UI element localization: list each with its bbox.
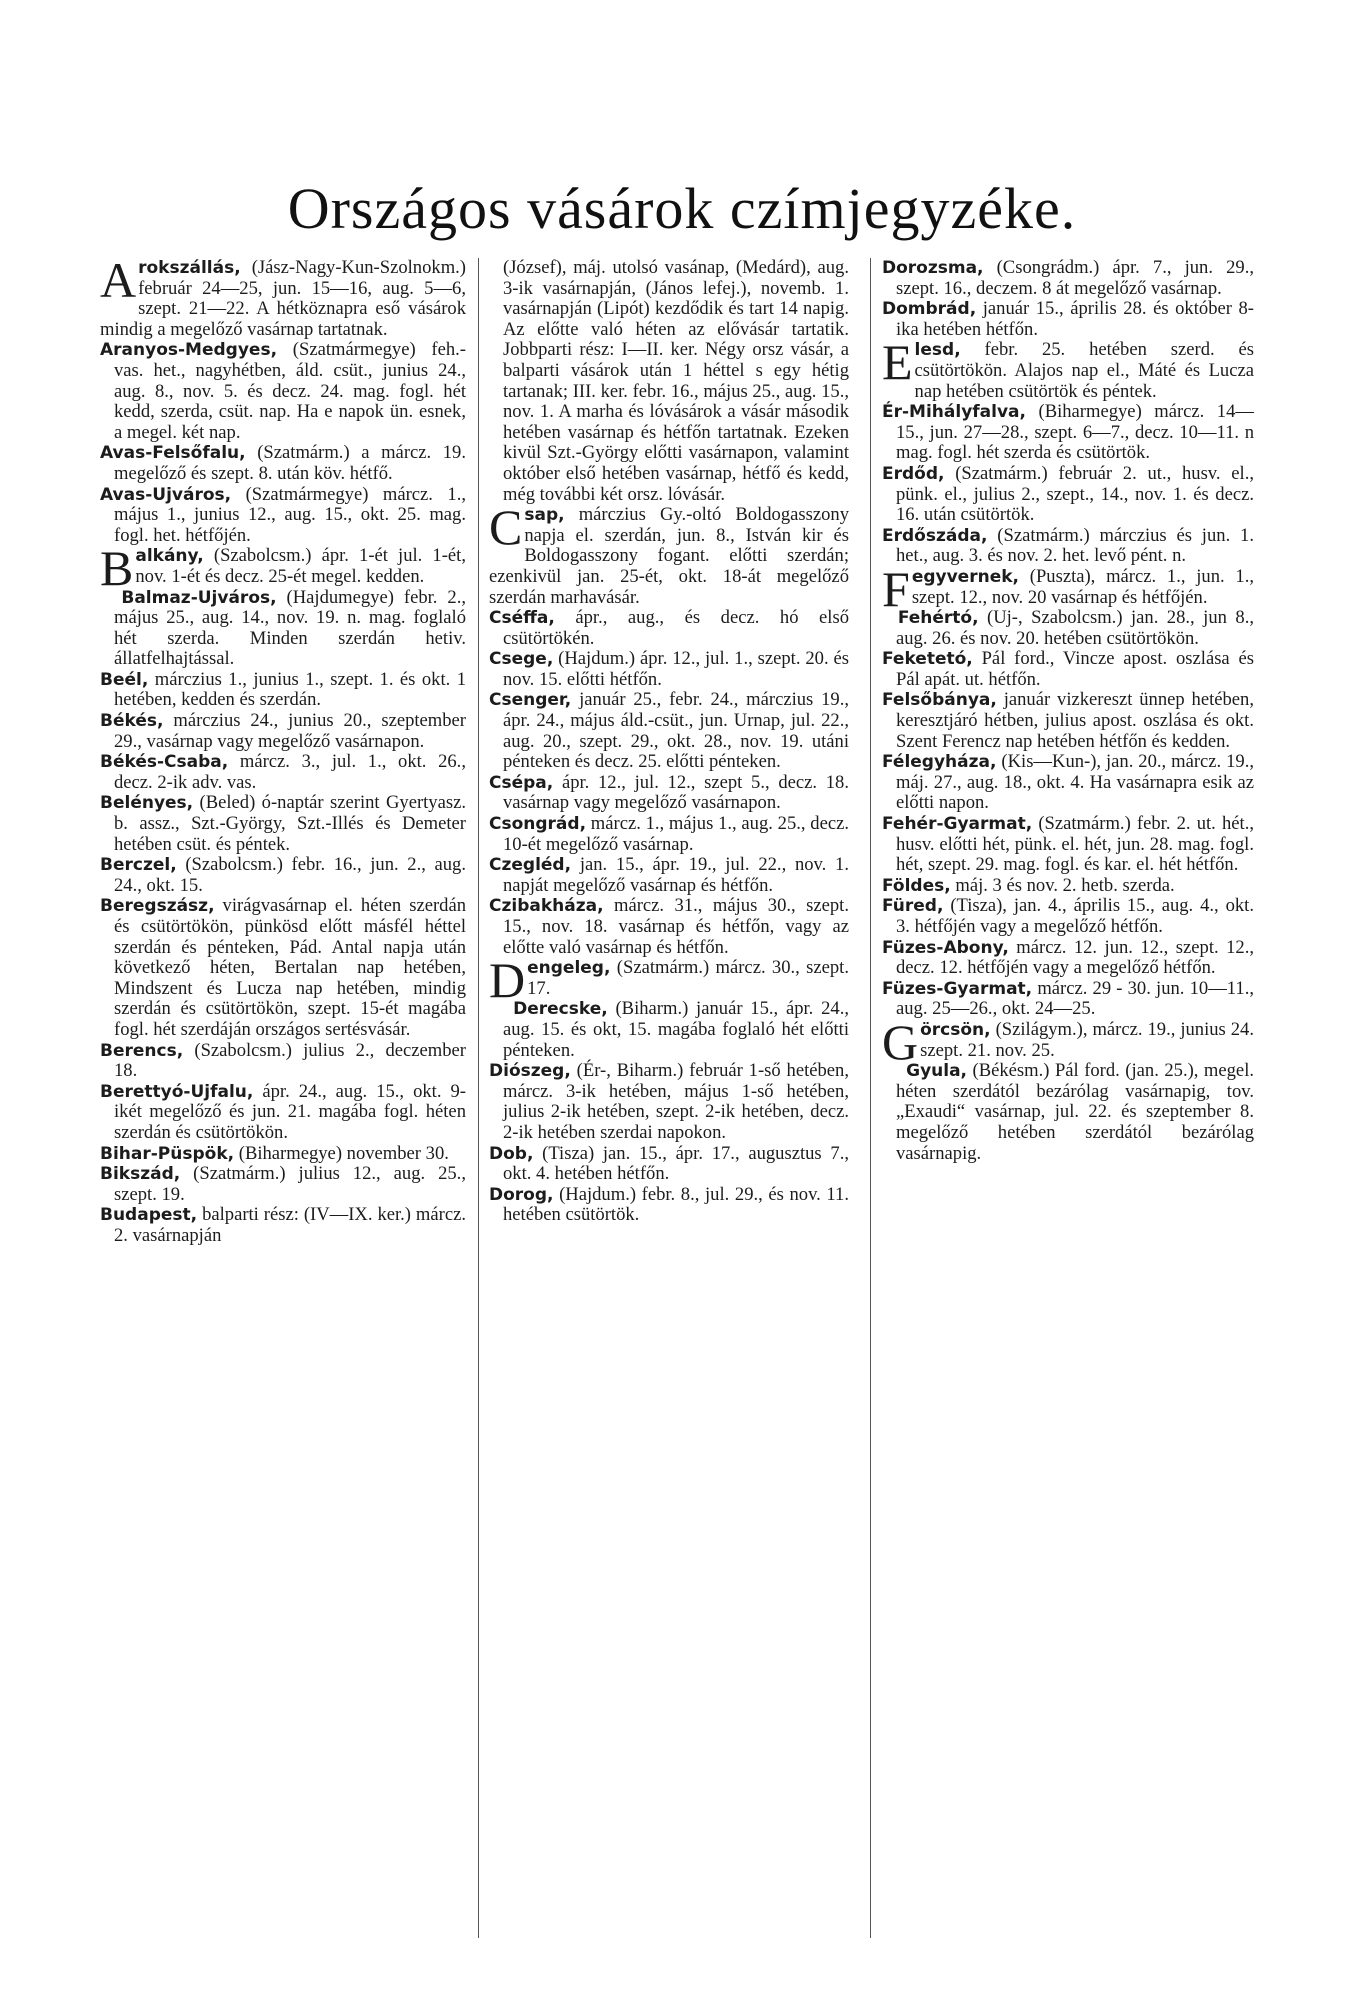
- market-entry: [489, 499, 849, 608]
- entry-heading: Cséffa,: [489, 608, 555, 629]
- entry-text: (Csongrádm.) ápr. 7., jun. 29., szept. 16., deczem. 8 át megelőző vasárnap.: [896, 257, 1254, 299]
- entry-heading: Füzes-Abony,: [882, 937, 1009, 958]
- entry-text: márcz. 12. jun. 12., szept. 12., decz. 12. hétfőjén vagy a megelőző hétfőn.: [896, 936, 1254, 979]
- market-entry: [100, 793, 466, 855]
- entry-text: (Szatmárm.) a márcz. 19. megelőző és szept. 8. után köv. hétfő.: [114, 442, 466, 484]
- entry-text: (Szatmárm.) márcz. 30., szept. 17.: [527, 957, 849, 999]
- entry-heading-rest: engeleg,: [527, 958, 611, 979]
- entry-heading-rest: lesd,: [914, 340, 961, 361]
- entry-heading: Füred,: [882, 896, 944, 917]
- column-2: [489, 258, 849, 1226]
- entry-text: (Biharmegye) márcz. 14—15., jun. 27—28., szept. 6—7., decz. 10—11. n mag. fogl. hét szerda és csütörtök.: [896, 401, 1254, 464]
- drop-cap-initial: D: [489, 952, 526, 1009]
- market-entry: [489, 952, 849, 1009]
- entry-text: márcz. 3., jul. 1., okt. 26., decz. 2-ik adv. vas.: [114, 751, 466, 793]
- market-entry: [100, 711, 466, 752]
- entry-heading: Belényes,: [100, 793, 194, 814]
- market-entry: [882, 649, 1254, 690]
- entry-heading: Erdőszáda,: [882, 525, 988, 546]
- drop-cap-initial: B: [100, 540, 134, 597]
- column-1: [100, 252, 466, 1247]
- market-entry: [489, 258, 849, 505]
- entry-heading: Diószeg,: [489, 1061, 571, 1082]
- entry-text: január vizkereszt ünnep hetében, keresztjáró hétben, julius apost. oszlása és okt. Szent Ferencz nap hetében hétfőn és kedden.: [896, 689, 1254, 752]
- entry-heading: Felsőbánya,: [882, 690, 997, 711]
- entry-heading-rest: egyvernek,: [911, 566, 1019, 587]
- market-entry: [489, 855, 849, 896]
- entry-text: (Hajdum.) ápr. 12., jul. 1., szept. 20. és nov. 15. előtti hétfőn.: [503, 648, 849, 690]
- market-entry: [100, 540, 466, 597]
- market-entry: [882, 814, 1254, 876]
- market-entry: [882, 1013, 1254, 1070]
- market-entry: [100, 588, 466, 670]
- entry-text: (Szatmárm.) febr. 2. ut. hét., husv. előtti hét, pünk. el. hét, jun. 28. mag. fogl. hét, szept. 29. mag. fogl. és kar. el. hét hétfőn.: [896, 813, 1254, 876]
- market-entry: [100, 443, 466, 484]
- entry-heading-rest: rokszállás,: [138, 258, 241, 278]
- entry-text: (Szabolcsm.) febr. 16., jun. 2., aug. 24., okt. 15.: [114, 854, 466, 896]
- entry-heading: Avas-Felsőfalu,: [100, 443, 246, 464]
- drop-cap-initial: G: [882, 1013, 919, 1070]
- entry-text: (Szabolcsm.) ápr. 1-ét jul. 1-ét, nov. 1-ét és decz. 25-ét megel. kedden.: [135, 545, 466, 587]
- entry-text: virágvasárnap el. héten szerdán és csütörtökön, pünkösd előtt másfél héttel szerdán és pénteken, Pád. Antal napja után következő héten, Bertalan nap hetében, Mindszent és Lucza nap hetében, mindig szerdán és csütörtökön, szept. 15-ét magába fogl. hét szerdáján országos sertésvásár.: [114, 895, 466, 1040]
- entry-heading: Berczel,: [100, 855, 177, 876]
- entry-heading: Dorozsma,: [882, 258, 984, 278]
- entry-text: márczius 1., junius 1., szept. 1. és okt. 1 hetében, kedden és szerdán.: [114, 668, 466, 711]
- entry-heading: Balmaz-Ujváros,: [121, 587, 277, 608]
- entry-heading: Csépa,: [489, 772, 554, 793]
- market-entry: [100, 1144, 466, 1165]
- market-entry: [882, 560, 1254, 617]
- market-entry: [489, 999, 849, 1061]
- market-entry: [489, 1185, 849, 1226]
- entry-heading: Fehér-Gyarmat,: [882, 814, 1033, 835]
- market-entry: [882, 258, 1254, 299]
- entry-heading: Békés,: [100, 711, 164, 732]
- entry-heading: Földes,: [882, 875, 951, 896]
- entry-text: (Szatmármegye) feh.-vas. het., nagyhétben, áld. csüt., junius 24., aug. 8., nov. 5. és decz. 24. mag. fogl. hét kedd, szerda, csüt. nap. Ha e napok ün. esnek, a megel. két nap.: [114, 339, 466, 443]
- entry-text: máj. 3 és nov. 2. hetb. szerda.: [955, 874, 1175, 896]
- entry-text: márczius 24., junius 20., szeptember 29., vasárnap vagy megelőző vasárnapon.: [114, 710, 466, 752]
- market-entry: [489, 773, 849, 814]
- entry-heading: Csenger,: [489, 690, 572, 711]
- entry-heading: Avas-Ujváros,: [100, 484, 232, 505]
- entry-heading: Bihar-Püspök,: [100, 1143, 235, 1164]
- entry-text: (Szatmármegye) márcz. 1., május 1., junius 12., aug. 15., okt. 25. mag. fogl. het. hétfőjén.: [114, 483, 466, 546]
- entry-text: (Kis—Kun-), jan. 20., márcz. 19., máj. 27., aug. 18., okt. 4. Ha vasárnapra esik az előtti napon.: [896, 751, 1254, 814]
- entry-text: (Beled) ó-naptár szerint Gyertyasz. b. assz., Szt.-György, Szt.-Illés és Demeter hetében csüt. és péntek.: [114, 792, 466, 855]
- entry-heading: Derecske,: [513, 999, 608, 1020]
- entry-heading: Budapest,: [100, 1205, 198, 1226]
- entry-text: (Szabolcsm.) julius 2., deczember 18.: [114, 1039, 466, 1082]
- market-entry: [882, 402, 1254, 464]
- entry-text: (Hajdumegye) febr. 2., május 25., aug. 14., nov. 19. n. mag. foglaló hét szerda. Minden szerdán hetiv. állatfelhajtással.: [114, 586, 466, 670]
- entry-heading: Gyula,: [906, 1061, 968, 1082]
- market-entry: [489, 608, 849, 649]
- entry-text: ápr., aug., és decz. hó első csütörtökén.: [503, 607, 849, 649]
- entry-text: január 15., április 28. és október 8-ika hetében hétfőn.: [896, 298, 1254, 340]
- market-entry: [100, 1082, 466, 1144]
- entry-text: (Ér-, Biharm.) február 1-ső hetében, márcz. 3-ik hetében, május 1-ső hetében, julius 2-ik hetében, szept. 2-ik hetében, decz. 2-ik hetében szerdai napokon.: [503, 1060, 849, 1143]
- entry-heading: Berencs,: [100, 1040, 184, 1061]
- market-entry: [489, 1144, 849, 1185]
- entry-text: (Szilágym.), márcz. 19., junius 24. szept. 21. nov. 25.: [920, 1018, 1254, 1061]
- entry-heading: Dombrád,: [882, 299, 977, 320]
- entry-heading: Berettyó-Ujfalu,: [100, 1081, 254, 1102]
- entry-text: márcz. 31., május 30., szept. 15., nov. 18. vasárnap és hétfőn, vagy az előtte való vasárnap és hétfőn.: [503, 895, 849, 958]
- entry-heading-rest: örcsön,: [920, 1019, 991, 1040]
- entry-heading: Czibakháza,: [489, 896, 604, 917]
- entry-text: (Puszta), márcz. 1., jun. 1., szept. 12., nov. 20 vasárnap és hétfőjén.: [911, 565, 1254, 608]
- entry-heading: Czegléd,: [489, 855, 572, 876]
- page-title: Országos vásárok czímjegyzéke.: [287, 176, 1077, 241]
- entry-text: (Biharmegye) november 30.: [238, 1142, 449, 1164]
- entry-heading: Békés-Csaba,: [100, 752, 229, 773]
- entry-text: Pál ford., Vincze apost. oszlása és Pál apát. ut. hétfőn.: [896, 648, 1254, 690]
- entry-heading-rest: alkány,: [135, 546, 204, 567]
- entry-heading: Füzes-Gyarmat,: [882, 978, 1033, 999]
- entry-heading: Aranyos-Medgyes,: [100, 340, 278, 361]
- market-entry: [882, 1061, 1254, 1164]
- entry-heading: Beél,: [100, 669, 149, 690]
- drop-cap-initial: F: [882, 560, 910, 617]
- entry-text: (Hajdum.) febr. 8., jul. 29., és nov. 11. hetében csütörtök.: [503, 1183, 849, 1226]
- market-entry: [489, 896, 849, 958]
- entry-heading: Csege,: [489, 649, 554, 670]
- market-entry: [489, 649, 849, 690]
- market-entry: [100, 752, 466, 793]
- entry-text: (József), máj. utolsó vasánap, (Medárd), aug. 3-ik vasárnapján, (János lefej.), novemb. 1. vasárnapján (Lipót) kezdődik és tart 14 napig. Az előtte való héten az elővásár tartatik. Jobbparti rész: I—II. ker. Négy orsz vásár, a balparti vásárok után 1 héttel s egy hétig tartanak; III. ker. febr. 16., május 25., aug. 15., nov. 1. A marha és lóvásárok a vásár második hetében vasárnap és hétfőn tartatnak. Ezeken kivül Szt.-György előtti vasárnapon, valamint október első hetében vasárnap, hétfő és kedd, még további két orsz. lóvásár.: [503, 257, 849, 505]
- entry-text: balparti rész: (IV—IX. ker.) márcz. 2. vasárnapján: [114, 1204, 466, 1246]
- entry-text: márcz. 1., május 1., aug. 25., decz. 10-ét megelőző vasárnap.: [503, 813, 849, 855]
- market-entry: [882, 876, 1254, 897]
- market-entry: [882, 979, 1254, 1020]
- market-entry: [882, 752, 1254, 814]
- entry-heading: Félegyháza,: [882, 752, 997, 773]
- market-entry: [100, 1164, 466, 1205]
- entry-text: (Tisza), jan. 4., április 15., aug. 4., okt. 3. hétfőjén vagy a megelőző hétfőn.: [896, 895, 1254, 937]
- entry-text: ápr. 12., jul. 12., szept 5., decz. 18. vasárnap vagy megelőző vasárnapon.: [503, 771, 849, 814]
- entry-text: (Tisza) jan. 15., ápr. 17., augusztus 7., okt. 4. hetében hétfőn.: [503, 1142, 849, 1185]
- entry-heading: Bikszád,: [100, 1164, 181, 1185]
- entry-text: márczius Gy.-oltó Boldogasszony napja el. szerdán, jun. 8., István kir és Boldogasszony fogant. előtti szerdán; ezenkivül jan. 25-ét, okt. 18-át megelőző szerdán marhavásár.: [489, 504, 849, 608]
- entry-text: ápr. 24., aug. 15., okt. 9-ikét megelőző és jun. 21. magába fogl. héten szerdán és csütörtökön.: [114, 1080, 466, 1143]
- market-entry: [882, 464, 1254, 526]
- drop-cap-initial: A: [100, 252, 137, 308]
- entry-heading: Beregszász,: [100, 896, 215, 917]
- entry-text: (Szatmárm.) julius 12., aug. 25., szept. 19.: [114, 1163, 466, 1205]
- drop-cap-initial: C: [489, 499, 523, 556]
- entry-text: jan. 15., ápr. 19., jul. 22., nov. 1. napját megelőző vasárnap és hétfőn.: [503, 854, 849, 896]
- market-entry: [882, 608, 1254, 649]
- market-entry: [882, 334, 1254, 402]
- market-entry: [100, 670, 466, 711]
- entry-text: márcz. 29 - 30. jun. 10—11., aug. 25—26., okt. 24—25.: [896, 977, 1254, 1020]
- entry-heading: Erdőd,: [882, 463, 945, 484]
- entry-heading: Dorog,: [489, 1184, 554, 1205]
- drop-cap-initial: E: [882, 334, 913, 391]
- market-entry: [100, 855, 466, 896]
- market-entry: [100, 340, 466, 443]
- entry-text: (Békésm.) Pál ford. (jan. 25.), megel. héten szerdától bezárólag vasárnapig, tov. „Exaudi“ vasárnap, jul. 22. és szeptember 8. megelőző hetében szerdától bezárólag vasárnapig.: [896, 1060, 1255, 1164]
- entry-text: febr. 25. hetében szerd. és csütörtökön. Alajos nap el., Máté és Lucza nap hetében csütörtök és péntek.: [914, 339, 1254, 402]
- entry-text: (Szatmárm.) márczius és jun. 1. het., aug. 3. és nov. 2. het. levő pént. n.: [896, 524, 1254, 567]
- market-entry: [100, 1041, 466, 1082]
- column-divider: [478, 258, 479, 1938]
- market-entry: [882, 690, 1254, 752]
- market-entry: [882, 896, 1254, 937]
- market-entry: [100, 1205, 466, 1246]
- market-entry: [100, 252, 466, 340]
- market-entry: [489, 814, 849, 855]
- market-entry: [882, 526, 1254, 567]
- entry-heading: Ér-Mihályfalva,: [882, 402, 1026, 423]
- entry-text: (Uj-, Szabolcsm.) jan. 28., jun 8., aug. 26. és nov. 20. hetében csütörtökön.: [896, 607, 1254, 649]
- entry-text: (Jász-Nagy-Kun-Szolnokm.) február 24—25, jun. 15—16, aug. 5—6, szept. 21—22. A hétköznapra eső vásárok mindig a megelőző vasárnap tartatnak.: [100, 257, 466, 340]
- entry-text: (Biharm.) január 15., ápr. 24., aug. 15. és okt, 15. magába foglaló hét előtti pénteken.: [503, 998, 849, 1061]
- market-entry: [100, 485, 466, 547]
- entry-heading-rest: sap,: [524, 505, 565, 526]
- entry-heading: Feketetó,: [882, 649, 973, 670]
- market-entry: [882, 299, 1254, 340]
- entry-heading: Dob,: [489, 1143, 534, 1164]
- entry-text: (Szatmárm.) február 2. ut., husv. el., pünk. el., julius 2., szept., 14., nov. 1. és decz. 16. után csütörtök.: [896, 462, 1254, 526]
- entry-heading: Csongrád,: [489, 814, 587, 835]
- column-divider: [870, 258, 871, 1938]
- entry-heading: Fehértó,: [897, 608, 979, 629]
- market-entry: [489, 690, 849, 772]
- market-entry: [882, 938, 1254, 979]
- market-entry: [100, 896, 466, 1040]
- market-entry: [489, 1061, 849, 1143]
- column-3: [882, 258, 1254, 1164]
- entry-text: január 25., febr. 24., márczius 19., ápr. 24., május áld.-csüt., jun. Urnap, jul. 22., aug. 20., szept. 29., okt. 28., nov. 19. utáni pénteken és decz. 25. előtti pénteken.: [503, 689, 849, 773]
